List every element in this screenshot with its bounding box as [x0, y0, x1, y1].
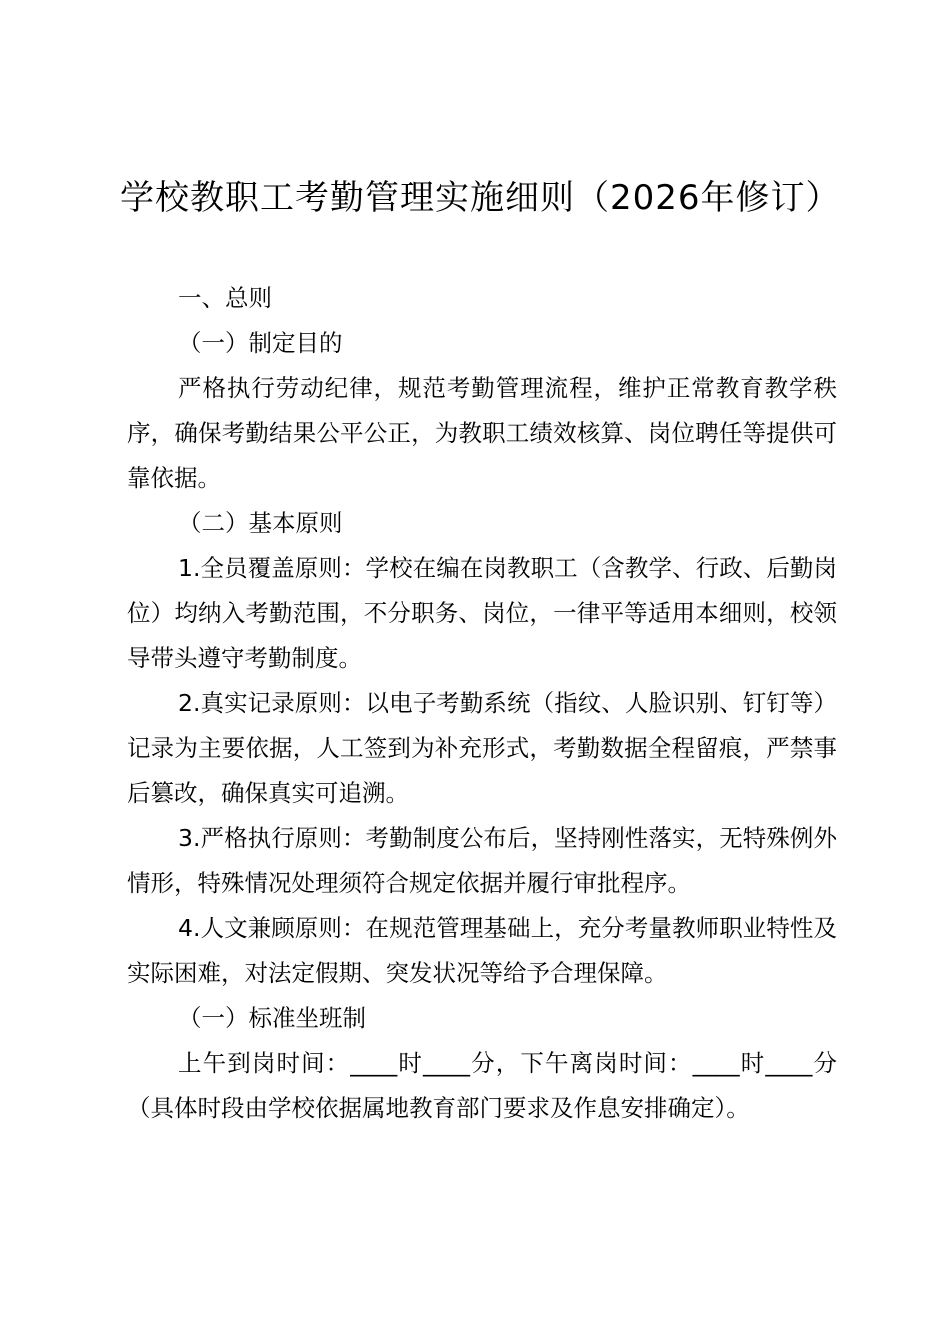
subsection-heading-principles: （二）基本原则 [178, 509, 343, 537]
paragraph-principle-1: 1.全员覆盖原则：学校在编在岗教职工（含教学、行政、后勤岗位）均纳入考勤范围，不分职务、岗位，一律平等适用本细则，校领导带头遵守考勤制度。 [127, 554, 837, 672]
paragraph-standard-hours: 上午到岗时间：____时____分，下午离岗时间：____时____分（具体时段由学校依据属地教育部门要求及作息安排确定）。 [127, 1049, 837, 1122]
paragraph-principle-2: 2.真实记录原则：以电子考勤系统（指纹、人脸识别、钉钉等）记录为主要依据，人工签到为补充形式，考勤数据全程留痕，严禁事后篡改，确保真实可追溯。 [127, 689, 837, 807]
section-heading-general: 一、总则 [178, 284, 272, 312]
document-title: 学校教职工考勤管理实施细则（2026年修订） [120, 178, 841, 218]
paragraph-principle-4: 4.人文兼顾原则：在规范管理基础上，充分考量教师职业特性及实际困难，对法定假期、突发状况等给予合理保障。 [127, 914, 837, 987]
paragraph-purpose: 严格执行劳动纪律，规范考勤管理流程，维护正常教育教学秩序，确保考勤结果公平公正，为教职工绩效核算、岗位聘任等提供可靠依据。 [127, 374, 837, 492]
subsection-heading-purpose: （一）制定目的 [178, 329, 343, 357]
document-body [127, 276, 837, 1131]
paragraph-principle-3: 3.严格执行原则：考勤制度公布后，坚持刚性落实，无特殊例外情形，特殊情况处理须符合规定依据并履行审批程序。 [127, 824, 837, 897]
subsection-heading-standard-hours: （一）标准坐班制 [178, 1004, 366, 1032]
